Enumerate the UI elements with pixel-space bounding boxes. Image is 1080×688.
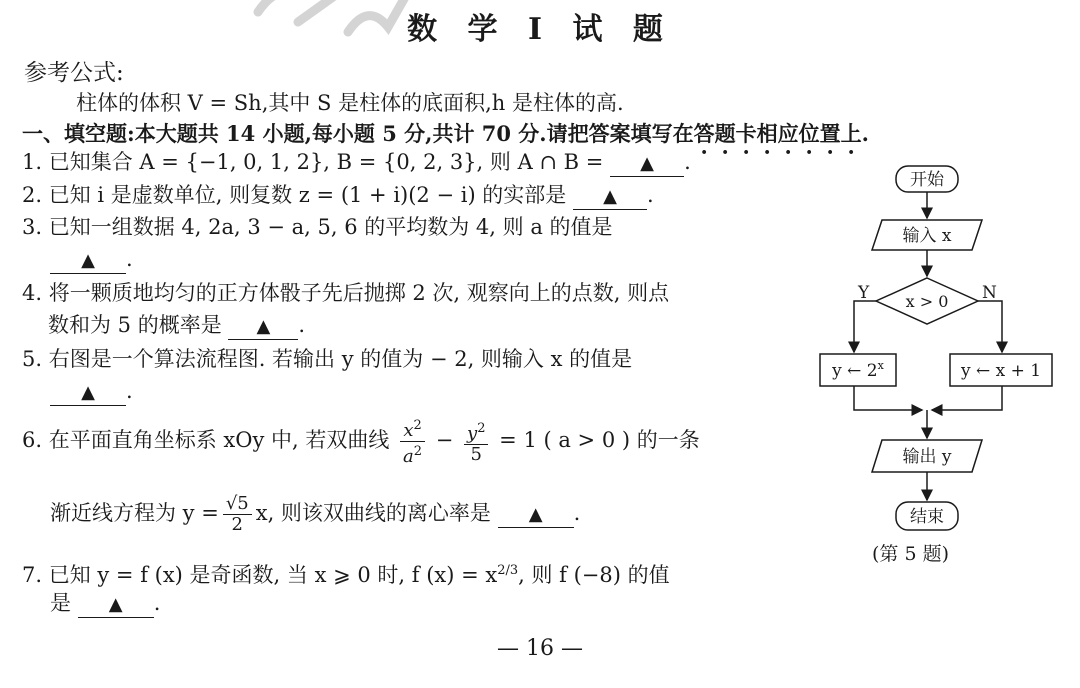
question-4-end: .: [298, 313, 306, 337]
question-4-text: 4. 将一颗质地均匀的正方体骰子先后抛掷 2 次, 观察向上的点数, 则点: [22, 281, 670, 305]
question-6-lead: 6. 在平面直角坐标系 xOy 中, 若双曲线: [22, 428, 390, 452]
question-3: [22, 212, 613, 242]
answer-blank-5: ▲: [50, 381, 126, 406]
question-7-end: .: [153, 591, 161, 615]
question-6-tail: = 1 ( a > 0 ) 的一条: [499, 428, 700, 452]
question-2-end: .: [647, 183, 654, 207]
question-3-answer-line: [50, 244, 133, 274]
answer-blank-7: ▲: [78, 593, 154, 618]
flowchart-diagram: [810, 160, 1060, 540]
question-3-end: .: [126, 247, 133, 271]
question-6: [22, 416, 700, 467]
question-7-text-2: 是: [50, 591, 71, 615]
question-5: [22, 344, 632, 374]
fraction-sqrt5-over-2: $\frac{√5}{2}$: [223, 494, 252, 535]
question-6-line2: [50, 490, 580, 536]
question-7-line2: [50, 588, 160, 618]
answer-blank-1: ▲: [610, 152, 684, 177]
section-instruction-lead: 请把答案填写在: [546, 121, 694, 146]
question-4: [22, 278, 669, 308]
question-6-line2-mid: x, 则该双曲线的离心率是: [255, 501, 491, 525]
question-2-text: 2. 已知 i 是虚数单位, 则复数 z = (1 + i)(2 − i) 的实部是: [22, 183, 567, 207]
exponent-two-thirds: 2/3: [497, 563, 519, 578]
flow-start-label: 开始: [910, 170, 944, 190]
question-4-text-2: 数和为 5 的概率是: [48, 313, 222, 337]
answer-blank-2: ▲: [573, 185, 647, 210]
question-7-tail: , 则 f (−8) 的值: [518, 563, 670, 587]
question-4-line2: [48, 310, 305, 340]
flow-output-label: 输出 y: [902, 447, 952, 467]
flow-no-label: N: [982, 283, 997, 303]
question-2: [22, 180, 654, 210]
answer-blank-4: ▲: [228, 315, 298, 340]
question-1-text: 1. 已知集合 A = {−1, 0, 1, 2}, B = {0, 2, 3}, 则 A ∩ B =: [22, 150, 604, 174]
flow-yes-label: Y: [858, 283, 870, 303]
question-6-minus: −: [435, 428, 454, 452]
flow-decision-label: x > 0: [905, 292, 949, 311]
flow-input-label: 输入 x: [902, 226, 952, 246]
page-number: — 16 —: [497, 636, 583, 661]
question-1: [22, 147, 691, 177]
fraction-x2-over-a2: $\frac{x^2}{a^2}$: [400, 416, 425, 467]
question-6-line2-lead: 渐近线方程为 y =: [50, 501, 219, 525]
flow-right-process-label: y ← x + 1: [960, 361, 1042, 381]
flow-merge-right: [932, 386, 1002, 410]
reference-formula: 柱体的体积 V = Sh,其中 S 是柱体的底面积,h 是柱体的高.: [76, 91, 624, 115]
answer-blank-6: ▲: [498, 503, 574, 528]
answer-blank-3: ▲: [50, 249, 126, 274]
flow-merge-left: [854, 386, 922, 410]
question-3-text: 3. 已知一组数据 4, 2a, 3 − a, 5, 6 的平均数为 4, 则 a 的值是: [22, 215, 613, 239]
question-5-answer-line: [50, 376, 133, 406]
section-instruction-emphasis: 答题卡相应位置上.: [693, 121, 869, 146]
question-5-text: 5. 右图是一个算法流程图. 若输出 y 的值为 − 2, 则输入 x 的值是: [22, 347, 633, 371]
question-7: [22, 556, 670, 590]
fraction-y2-over-5: $\frac{y^2}{5}$: [464, 419, 488, 465]
page-title: 数 学 Ⅰ 试 题: [407, 12, 673, 47]
flow-end-label: 结束: [910, 507, 944, 527]
reference-heading: 参考公式:: [24, 60, 124, 86]
flowchart-caption: (第 5 题): [872, 543, 949, 565]
flow-left-process-label: y ← 2$^x$: [832, 359, 884, 381]
flow-arrow-no: [978, 301, 1002, 352]
question-5-end: .: [126, 379, 133, 403]
question-1-end: .: [684, 150, 691, 174]
flow-arrow-yes: [854, 301, 876, 352]
flow-left-process-text: y ← 2: [832, 361, 878, 381]
question-6-end: .: [573, 501, 581, 525]
section-heading-text: 一、填空题:本大题共 14 小题,每小题 5 分,共计 70 分.: [22, 121, 547, 146]
question-7-text: 7. 已知 y = f (x) 是奇函数, 当 x ⩾ 0 时, f (x) = x: [22, 563, 498, 587]
